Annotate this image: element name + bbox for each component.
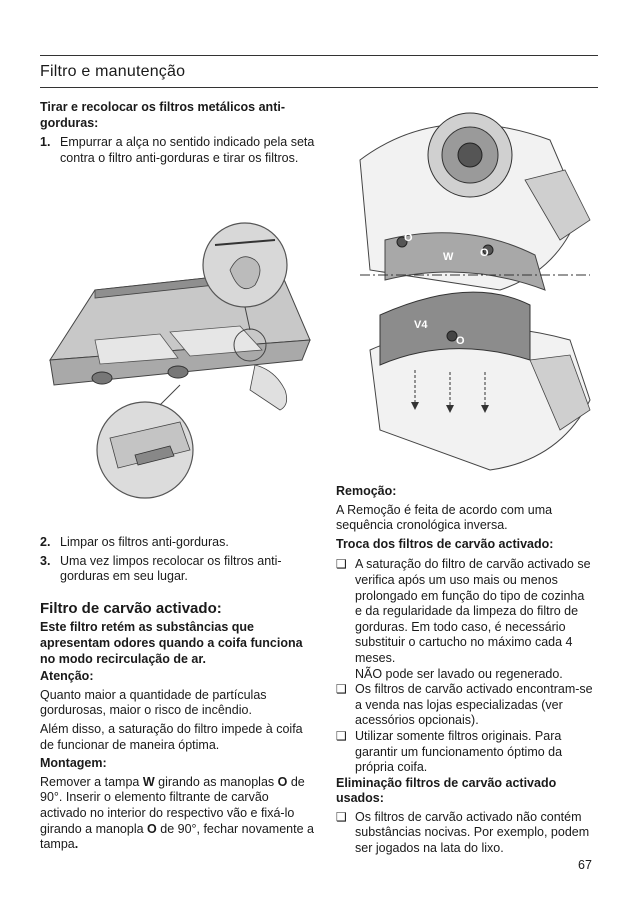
troca-bullet-2-text: Os filtros de carvão activado encontram-se a venda nas lojas especializadas (ver acessórios opcionais). [355, 682, 593, 728]
troca-bullet-1 [336, 557, 594, 682]
montagem-part-2: girando as manoplas [154, 774, 278, 789]
montagem-end: . [74, 837, 79, 852]
section2-heading: Filtro de carvão activado: [40, 599, 222, 617]
eliminacao-bullet [336, 810, 594, 857]
step-1-number: 1. [40, 135, 51, 150]
step-1-text: Empurrar a alça no sentido indicado pela seta contra o filtro anti-gorduras e tirar os filtros. [60, 135, 315, 165]
montagem-part-3: de 90°. Inserir o elemento filtrante de carvão activado no interior do respectivo vão e fixá-lo girando a manopla [40, 774, 305, 836]
troca-heading: Troca dos filtros de carvão activado: [336, 536, 554, 551]
step-3-text: Uma vez limpos recolocar os filtros anti-gorduras em seu lugar. [60, 553, 282, 584]
checkbox-bullet-icon: ❑ [336, 682, 347, 697]
montagem-part-1: Remover a tampa [40, 774, 143, 789]
fig-label-o-top-right: O [480, 247, 489, 259]
troca-bullet-2 [336, 682, 594, 729]
montagem-o-1: O [277, 774, 288, 789]
atencao-label: Atenção: [40, 669, 94, 684]
header-top-rule [40, 55, 598, 56]
checkbox-bullet-icon: ❑ [336, 809, 347, 824]
step-3 [40, 554, 315, 585]
montagem-label: Montagem: [40, 756, 107, 771]
step-1 [40, 135, 315, 166]
fig-label-w: W [443, 251, 454, 263]
section2-intro: Este filtro retém as substâncias que apresentam odores quando a coifa funciona no modo recirculação de ar. [40, 620, 303, 666]
remocao-text: A Remoção é feita de acordo com uma sequência cronológica inversa. [336, 502, 553, 533]
step-2-text: Limpar os filtros anti-gorduras. [60, 535, 229, 549]
atencao-text-1: Quanto maior a quantidade de partículas gordurosas, maior o risco de incêndio. [40, 687, 267, 718]
left-lower-text [40, 535, 315, 853]
fig-label-v4: V4 [414, 319, 428, 331]
right-text [336, 484, 594, 857]
eliminacao-bullet-text: Os filtros de carvão activado não contém substâncias nocivas. Por exemplo, podem ser jogados na lata do lixo. [355, 809, 590, 856]
header-bottom-rule [40, 87, 598, 88]
troca-bullet-3-text: Utilizar somente filtros originais. Para garantir um funcionamento óptimo da própria coifa. [355, 728, 563, 775]
montagem-part-4: de 90°, fechar novamente a tampa [40, 821, 314, 852]
troca-bullet-3 [336, 729, 594, 776]
atencao-text-2: Além disso, a saturação do filtro impede à coifa de funcionar de maneira óptima. [40, 721, 303, 752]
fig-label-o-bottom: O [456, 335, 465, 347]
carbon-filter-illustration [340, 100, 598, 472]
remocao-label: Remoção: [336, 484, 397, 498]
step-2-number: 2. [40, 535, 51, 549]
page-number: 67 [578, 858, 592, 872]
left-top-text [40, 100, 315, 166]
checkbox-bullet-icon: ❑ [336, 728, 347, 743]
troca-bullet-1-text: A saturação do filtro de carvão activado se verifica após um uso mais ou menos prolongado em função do tipo de cozinha e da regularidade da limpeza do filtro de gorduras. Em todo caso, é necessário substituir o cartucho no máximo cada 4 meses. [355, 557, 591, 665]
troca-bullet-1-extra: NÃO pode ser lavado ou regenerado. [355, 666, 563, 681]
step-2 [40, 535, 315, 551]
section1-heading: Tirar e recolocar os filtros metálicos anti-gorduras: [40, 100, 285, 130]
step-3-number: 3. [40, 553, 51, 568]
hood-filter-illustration [40, 210, 315, 510]
fig-label-o-top-left: O [404, 232, 413, 244]
eliminacao-heading: Eliminação filtros de carvão activado usados: [336, 775, 557, 806]
montagem-w: W [142, 774, 155, 789]
checkbox-bullet-icon: ❑ [336, 557, 347, 572]
montagem-o-2: O [147, 821, 157, 836]
montagem-text [40, 775, 315, 853]
page-title: Filtro e manutenção [40, 63, 186, 80]
